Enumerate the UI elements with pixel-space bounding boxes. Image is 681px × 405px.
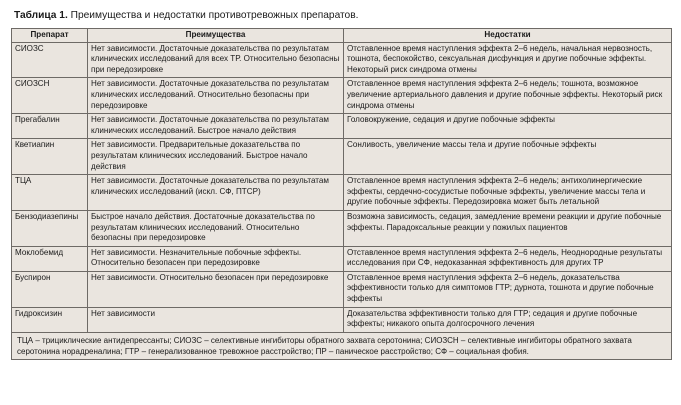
cons-cell: Головокружение, седация и другие побочные эффекты <box>344 114 672 139</box>
pros-cell: Нет зависимости. Достаточные доказательства по результатам клинических исследований для всех ТР. Относительно безопасны при передозировке <box>88 42 344 78</box>
table-row <box>12 307 672 332</box>
caption-text: Преимущества и недостатки противотревожных препаратов. <box>70 10 359 21</box>
table-caption <box>14 9 670 22</box>
pros-cell: Нет зависимости. Предварительные доказательства по результатам клинических исследований. Быстрое начало действия <box>88 139 344 175</box>
header-drug: Препарат <box>12 29 88 43</box>
table-row <box>12 246 672 271</box>
comparison-table <box>11 28 672 360</box>
drug-cell: Прегабалин <box>12 114 88 139</box>
pros-cell: Нет зависимости. Незначительные побочные эффекты. Относительно безопасен при передозировке <box>88 246 344 271</box>
table-row <box>12 271 672 307</box>
pros-cell: Быстрое начало действия. Достаточные доказательства по результатам клинических исследований. Относительно безопасны при передозировке <box>88 210 344 246</box>
pros-cell: Нет зависимости. Достаточные доказательства по результатам клинических исследований. Относительно безопасны при передозировке <box>88 78 344 114</box>
drug-cell: ТЦА <box>12 175 88 211</box>
cons-cell: Отставленное время наступления эффекта 2–6 недель, доказательства эффективности только для симптомов ГТР; дурнота, тошнота и другие побочные эффекты <box>344 271 672 307</box>
drug-cell: Буспирон <box>12 271 88 307</box>
cons-cell: Сонливость, увеличение массы тела и другие побочные эффекты <box>344 139 672 175</box>
table-footnote <box>12 332 672 359</box>
table-row <box>12 114 672 139</box>
table-row <box>12 42 672 78</box>
drug-cell: СИОЗСН <box>12 78 88 114</box>
pros-cell: Нет зависимости <box>88 307 344 332</box>
header-cons: Недостатки <box>344 29 672 43</box>
header-pros: Преимущества <box>88 29 344 43</box>
cons-cell: Отставленное время наступления эффекта 2–6 недель, начальная нервозность, тошнота, беспокойство, сексуальная дисфункция и другие побочные эффекты. Некоторый риск синдрома отмены <box>344 42 672 78</box>
drug-cell: Кветиапин <box>12 139 88 175</box>
pros-cell: Нет зависимости. Относительно безопасен при передозировке <box>88 271 344 307</box>
cons-cell: Отставленное время наступления эффекта 2–6 недель, Неоднородные результаты исследования при СФ, недоказанная эффективность для других ТР <box>344 246 672 271</box>
footnote-line: серотонина норадреналина; ГТР – генерализованное тревожное расстройство; ПР – паническое расстройство; СФ – социальная фобия. <box>17 346 529 356</box>
table-row <box>12 78 672 114</box>
cons-cell: Отставленное время наступления эффекта 2–6 недель; антихолинергические эффекты, сердечно-сосудистые побочные эффекты, увеличение массы тела и другие побочные эффекты. Передозировка может быть летальной <box>344 175 672 211</box>
pros-cell: Нет зависимости. Достаточные доказательства по результатам клинических исследований (искл. СФ, ПТСР) <box>88 175 344 211</box>
drug-cell: Моклобемид <box>12 246 88 271</box>
pros-cell: Нет зависимости. Достаточные доказательства по результатам клинических исследований. Быстрое начало действия <box>88 114 344 139</box>
cons-cell: Доказательства эффективности только для ГТР; седация и другие побочные эффекты; никакого опыта долгосрочного лечения <box>344 307 672 332</box>
drug-cell: СИОЗС <box>12 42 88 78</box>
drug-cell: Гидроксизин <box>12 307 88 332</box>
header-row <box>12 29 672 43</box>
drug-cell: Бензодиазепины <box>12 210 88 246</box>
footnote-row <box>12 332 672 359</box>
table-row <box>12 139 672 175</box>
cons-cell: Возможна зависимость, седация, замедление времени реакции и другие побочные эффекты. Парадоксальные реакции у пожилых пациентов <box>344 210 672 246</box>
footnote-line: ТЦА – трициклические антидепрессанты; СИОЗС – селективные ингибиторы обратного захвата серотонина; СИОЗСН – селективные ингибиторы обратного захвата <box>17 335 632 345</box>
table-row <box>12 210 672 246</box>
caption-label: Таблица 1. <box>14 10 68 21</box>
table-row <box>12 175 672 211</box>
cons-cell: Отставленное время наступления эффекта 2–6 недель; тошнота, возможное увеличение артериального давления и другие побочные эффекты. Некоторый риск синдрома отмены <box>344 78 672 114</box>
